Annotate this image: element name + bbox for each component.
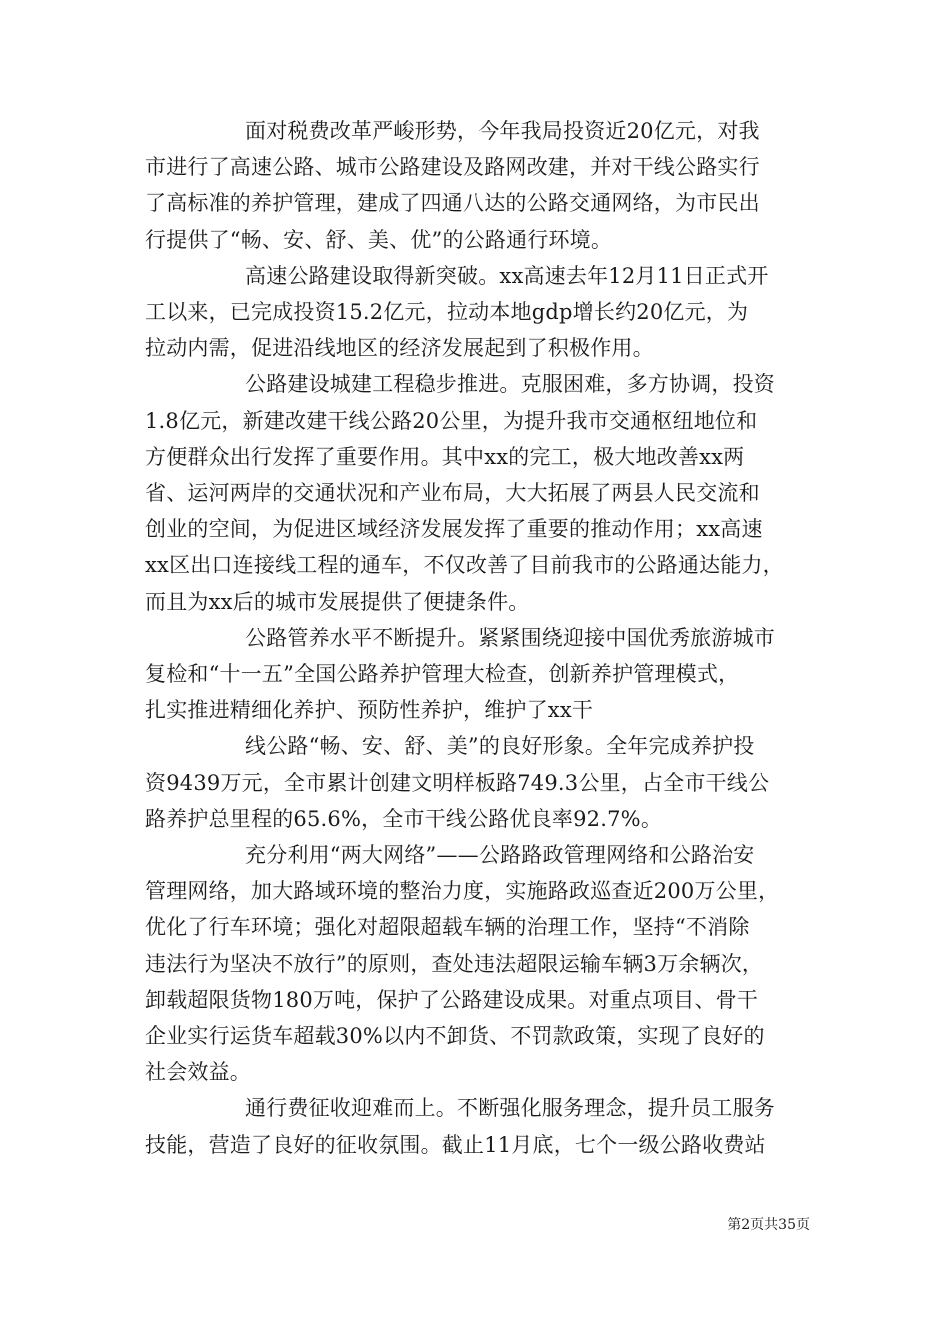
text-line: 行提供了“畅、安、舒、美、优”的公路通行环境。 (145, 227, 613, 252)
text-line: 路养护总里程的65.6%，全市干线公路优良率92.7%。 (145, 806, 663, 831)
text-line: 面对税费改革严峻形势，今年我局投资近20亿元，对我 (245, 119, 760, 143)
text-line: 卸载超限货物180万吨，保护了公路建设成果。对重点项目、骨干 (145, 987, 759, 1012)
text-line: 而且为xx后的城市发展提供了便捷条件。 (145, 589, 530, 614)
text-line: 技能，营造了良好的征收氛围。截止11月底，七个一级公路收费站 (145, 1132, 766, 1157)
text-line: 市进行了高速公路、城市公路建设及路网改建，并对干线公路实行 (145, 155, 760, 180)
text-line: 方便群众出行发挥了重要作用。其中xx的完工，极大地改善xx两 (145, 444, 745, 469)
text-line: 资9439万元，全市累计创建文明样板路749.3公里，占全市干线公 (145, 770, 770, 795)
text-line: 公路建设城建工程稳步推进。克服困难，多方协调，投资 (245, 372, 775, 397)
text-line: 扎实推进精细化养护、预防性养护，维护了xx干 (145, 698, 594, 723)
text-line: 高速公路建设取得新突破。xx高速去年12月11日正式开 (245, 263, 769, 288)
document-body (145, 113, 810, 1163)
text-line: 创业的空间，为促进区域经济发展发挥了重要的推动作用；xx高速 (145, 517, 763, 542)
text-line: 通行费征收迎难而上。不断强化服务理念，提升员工服务 (245, 1096, 775, 1121)
text-line: 违法行为坚决不放行”的原则，查处违法超限运输车辆3万余辆次， (145, 951, 764, 976)
text-line: 复检和“十一五”全国公路养护管理大检查，创新养护管理模式， (145, 662, 740, 687)
text-line: 省、运河两岸的交通状况和产业布局，大大拓展了两县人民交流和 (145, 481, 760, 506)
text-line: 管理网络，加大路域环境的整治力度，实施路政巡查近200万公里， (145, 879, 780, 904)
text-line: 优化了行车环境；强化对超限超载车辆的治理工作，坚持“不消除 (145, 915, 750, 940)
text-line: 拉动内需，促进沿线地区的经济发展起到了积极作用。 (145, 336, 654, 361)
page-number: 第2页共35页 (727, 1217, 810, 1233)
text-line: 线公路“畅、安、舒、美”的良好形象。全年完成养护投 (245, 734, 755, 759)
text-line: 了高标准的养护管理，建成了四通八达的公路交通网络，为市民出 (145, 191, 760, 216)
text-line: 企业实行运货车超载30%以内不卸货、不罚款政策，实现了良好的 (145, 1024, 765, 1049)
text-line: 工以来，已完成投资15.2亿元，拉动本地gdp增长约20亿元，为 (145, 300, 749, 325)
text-line: 社会效益。 (145, 1060, 251, 1085)
text-line: 充分利用“两大网络”——公路路政管理网络和公路治安 (245, 843, 755, 868)
text-line: 公路管养水平不断提升。紧紧围绕迎接中国优秀旅游城市 (245, 625, 775, 650)
text-line: 1.8亿元，新建改建干线公路20公里，为提升我市交通枢纽地位和 (145, 408, 758, 433)
text-line: xx区出口连接线工程的通车，不仅改善了目前我市的公路通达能力， (145, 553, 784, 578)
